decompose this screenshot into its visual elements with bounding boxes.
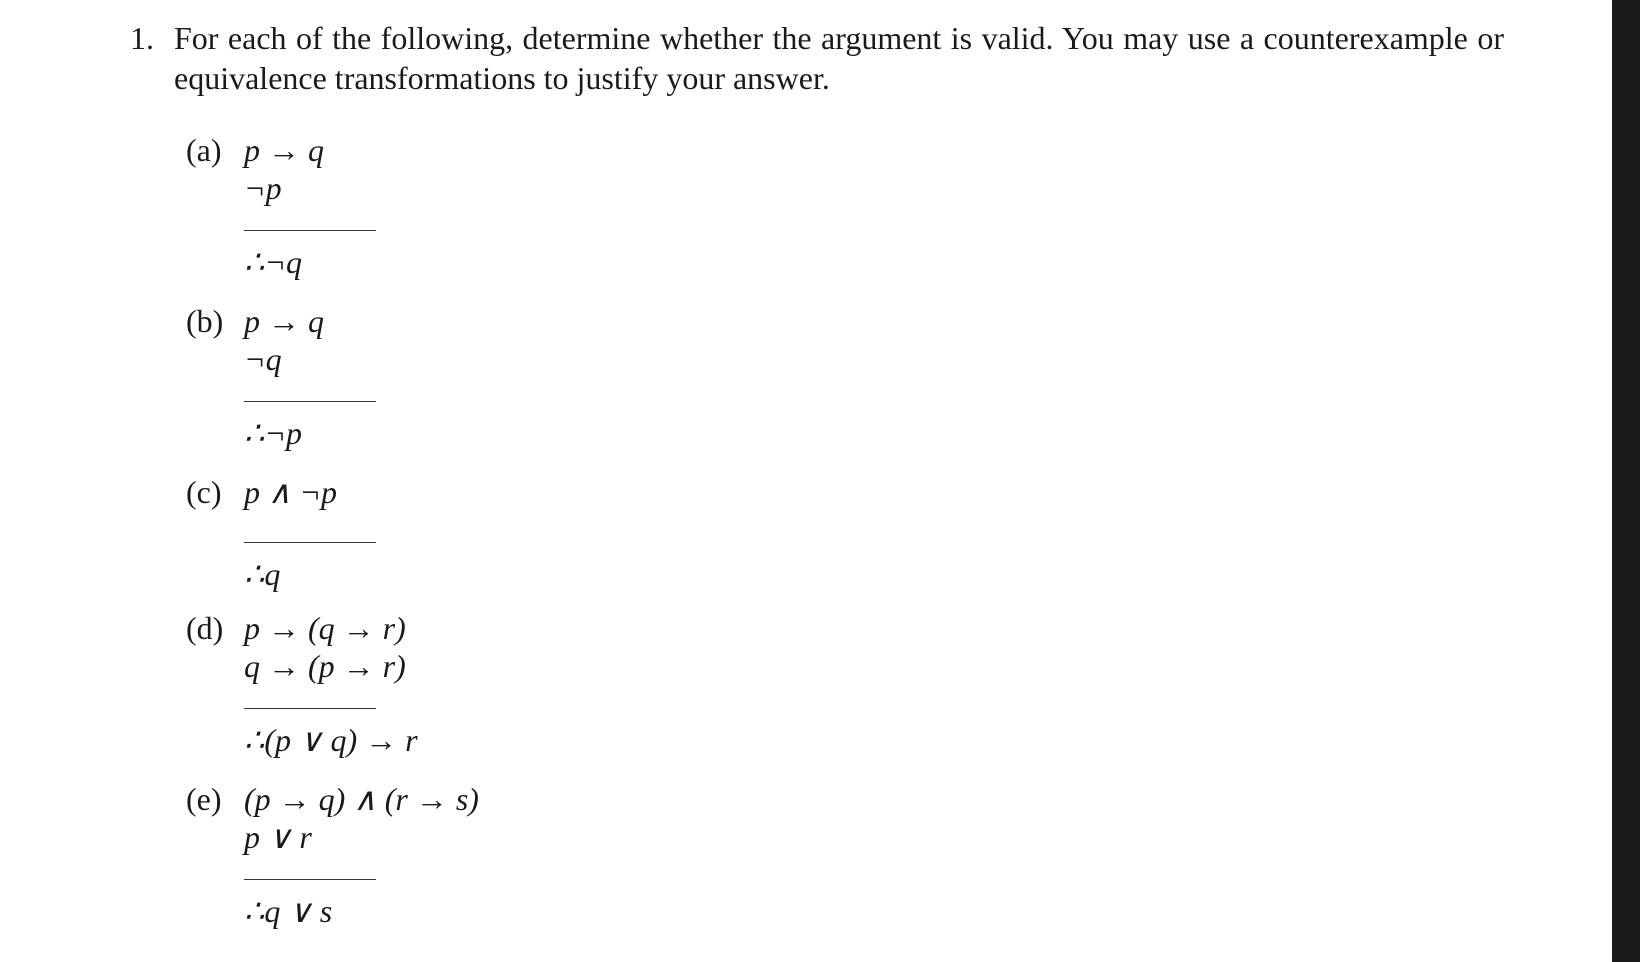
premise: p → q [244,303,324,339]
conclusion: ∴¬p [244,415,302,451]
part-label: (e) [186,781,222,817]
conclusion-rule [244,542,376,543]
conclusion: ∴q ∨ s [244,893,333,929]
conclusion-rule [244,708,376,709]
problem-number: 1. [130,20,154,56]
conclusion-rule [244,401,376,402]
conclusion: ∴q [244,556,281,592]
premise: p ∧ ¬p [244,474,338,510]
premise: (p → q) ∧ (r → s) [244,781,479,817]
premise: q → (p → r) [244,648,406,684]
part-label: (d) [186,610,224,646]
premise: ¬p [244,170,282,206]
conclusion: ∴(p ∨ q) → r [244,722,418,758]
part-label: (c) [186,474,222,510]
conclusion-rule [244,879,376,880]
premise: ¬q [244,341,282,377]
conclusion: ∴¬q [244,244,302,280]
premise: p ∨ r [244,819,312,855]
part-label: (a) [186,132,222,168]
part-label: (b) [186,303,224,339]
premise: p → (q → r) [244,610,406,646]
conclusion-rule [244,230,376,231]
window-edge [1612,0,1640,962]
premise: p → q [244,132,324,168]
problem-statement: For each of the following, determine whether the argument is valid. You may use a counterexample or equivalence transformations to justify your answer. [174,20,1504,96]
